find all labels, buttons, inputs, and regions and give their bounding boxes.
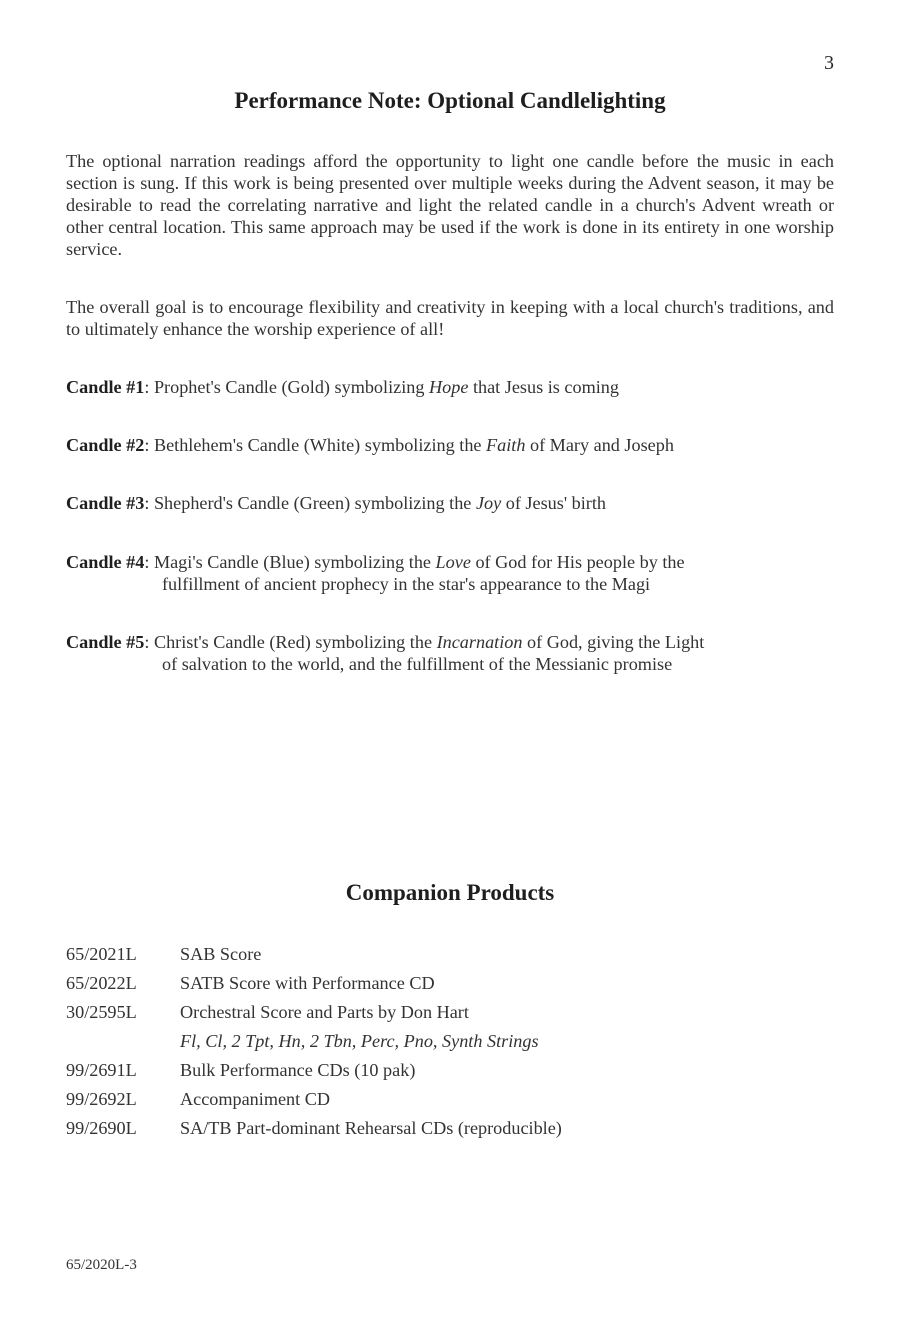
candle-virtue: Hope xyxy=(429,377,469,397)
candle-entry: Candle #4: Magi's Candle (Blue) symbolizing the Love of God for His people by the fulfillment of ancient prophecy in the star's appearance to the Magi xyxy=(66,551,834,595)
candle-text: Shepherd's Candle (Green) symbolizing the xyxy=(153,493,476,513)
performance-note-title: Performance Note: Optional Candlelighting xyxy=(234,88,666,113)
product-code: 65/2022L xyxy=(66,973,137,993)
product-code: 30/2595L xyxy=(66,1002,137,1022)
product-code: 65/2021L xyxy=(66,944,137,964)
candle-entry: Candle #5: Christ's Candle (Red) symbolizing the Incarnation of God, giving the Light of salvation to the world, and the fulfillment of the Messianic promise xyxy=(66,631,834,675)
candle-entry: Candle #2: Bethlehem's Candle (White) symbolizing the Faith of Mary and Joseph xyxy=(66,435,674,455)
candle-virtue: Faith xyxy=(486,435,526,455)
candle-continuation: fulfillment of ancient prophecy in the star's appearance to the Magi xyxy=(162,574,651,594)
candle-virtue: Incarnation xyxy=(436,632,523,652)
intro-paragraph: The optional narration readings afford the opportunity to light one candle before the music in each section is sung. If this work is being presented over multiple weeks during the Advent season, it may be desirable to read the correlating narrative and light the related candle in a church's Advent wreath or other central location. This same approach may be used if the work is done in its entirety in one worship service. xyxy=(66,151,834,259)
product-description: SAB Score xyxy=(180,944,262,964)
candle-label: Candle #3 xyxy=(66,493,145,513)
candle-entry: Candle #3: Shepherd's Candle (Green) symbolizing the Joy of Jesus' birth xyxy=(66,493,607,513)
candle-text-end: that Jesus is coming xyxy=(468,377,619,397)
product-row xyxy=(66,1088,766,1117)
candle-continuation: of salvation to the world, and the fulfillment of the Messianic promise xyxy=(162,654,673,674)
candle-text-end: of God, giving the Light xyxy=(522,632,705,652)
product-row xyxy=(66,1059,766,1088)
companion-products-title: Companion Products xyxy=(345,880,555,905)
footer-catalog-code: 65/2020L-3 xyxy=(66,1257,137,1273)
candle-text: Magi's Candle (Blue) symbolizing the xyxy=(153,552,436,572)
product-code: 99/2690L xyxy=(66,1118,137,1138)
candle-virtue: Love xyxy=(435,552,471,572)
candle-label: Candle #2 xyxy=(66,435,145,455)
candle-text: Christ's Candle (Red) symbolizing the xyxy=(153,632,437,652)
product-code: 99/2692L xyxy=(66,1089,137,1109)
product-row xyxy=(66,1030,766,1059)
product-description: Accompaniment CD xyxy=(180,1089,331,1109)
candle-virtue: Joy xyxy=(475,493,502,513)
candle-label: Candle #5 xyxy=(66,632,145,652)
page-number: 3 xyxy=(824,52,834,74)
product-description: Bulk Performance CDs (10 pak) xyxy=(180,1060,416,1080)
candle-text-end: of Mary and Joseph xyxy=(525,435,674,455)
product-description: SA/TB Part-dominant Rehearsal CDs (reproducible) xyxy=(180,1118,562,1138)
product-row xyxy=(66,1117,766,1146)
candle-label: Candle #4 xyxy=(66,552,145,572)
product-description: SATB Score with Performance CD xyxy=(180,973,435,993)
candle-label: Candle #1 xyxy=(66,377,145,397)
product-row xyxy=(66,943,766,972)
goal-paragraph: The overall goal is to encourage flexibility and creativity in keeping with a local church's traditions, and to ultimately enhance the worship experience of all! xyxy=(66,297,834,339)
candle-text-end: of Jesus' birth xyxy=(501,493,607,513)
candle-text: Prophet's Candle (Gold) symbolizing xyxy=(153,377,429,397)
product-row xyxy=(66,972,766,1001)
candle-entry: Candle #1: Prophet's Candle (Gold) symbolizing Hope that Jesus is coming xyxy=(66,377,619,397)
product-row xyxy=(66,1001,766,1030)
product-description: Orchestral Score and Parts by Don Hart xyxy=(180,1002,469,1022)
product-list xyxy=(66,943,766,1146)
candle-text-end: of God for His people by the xyxy=(470,552,685,572)
product-instrumentation: Fl, Cl, 2 Tpt, Hn, 2 Tbn, Perc, Pno, Synth Strings xyxy=(180,1031,539,1051)
product-code: 99/2691L xyxy=(66,1060,137,1080)
candle-text: Bethlehem's Candle (White) symbolizing the xyxy=(153,435,487,455)
